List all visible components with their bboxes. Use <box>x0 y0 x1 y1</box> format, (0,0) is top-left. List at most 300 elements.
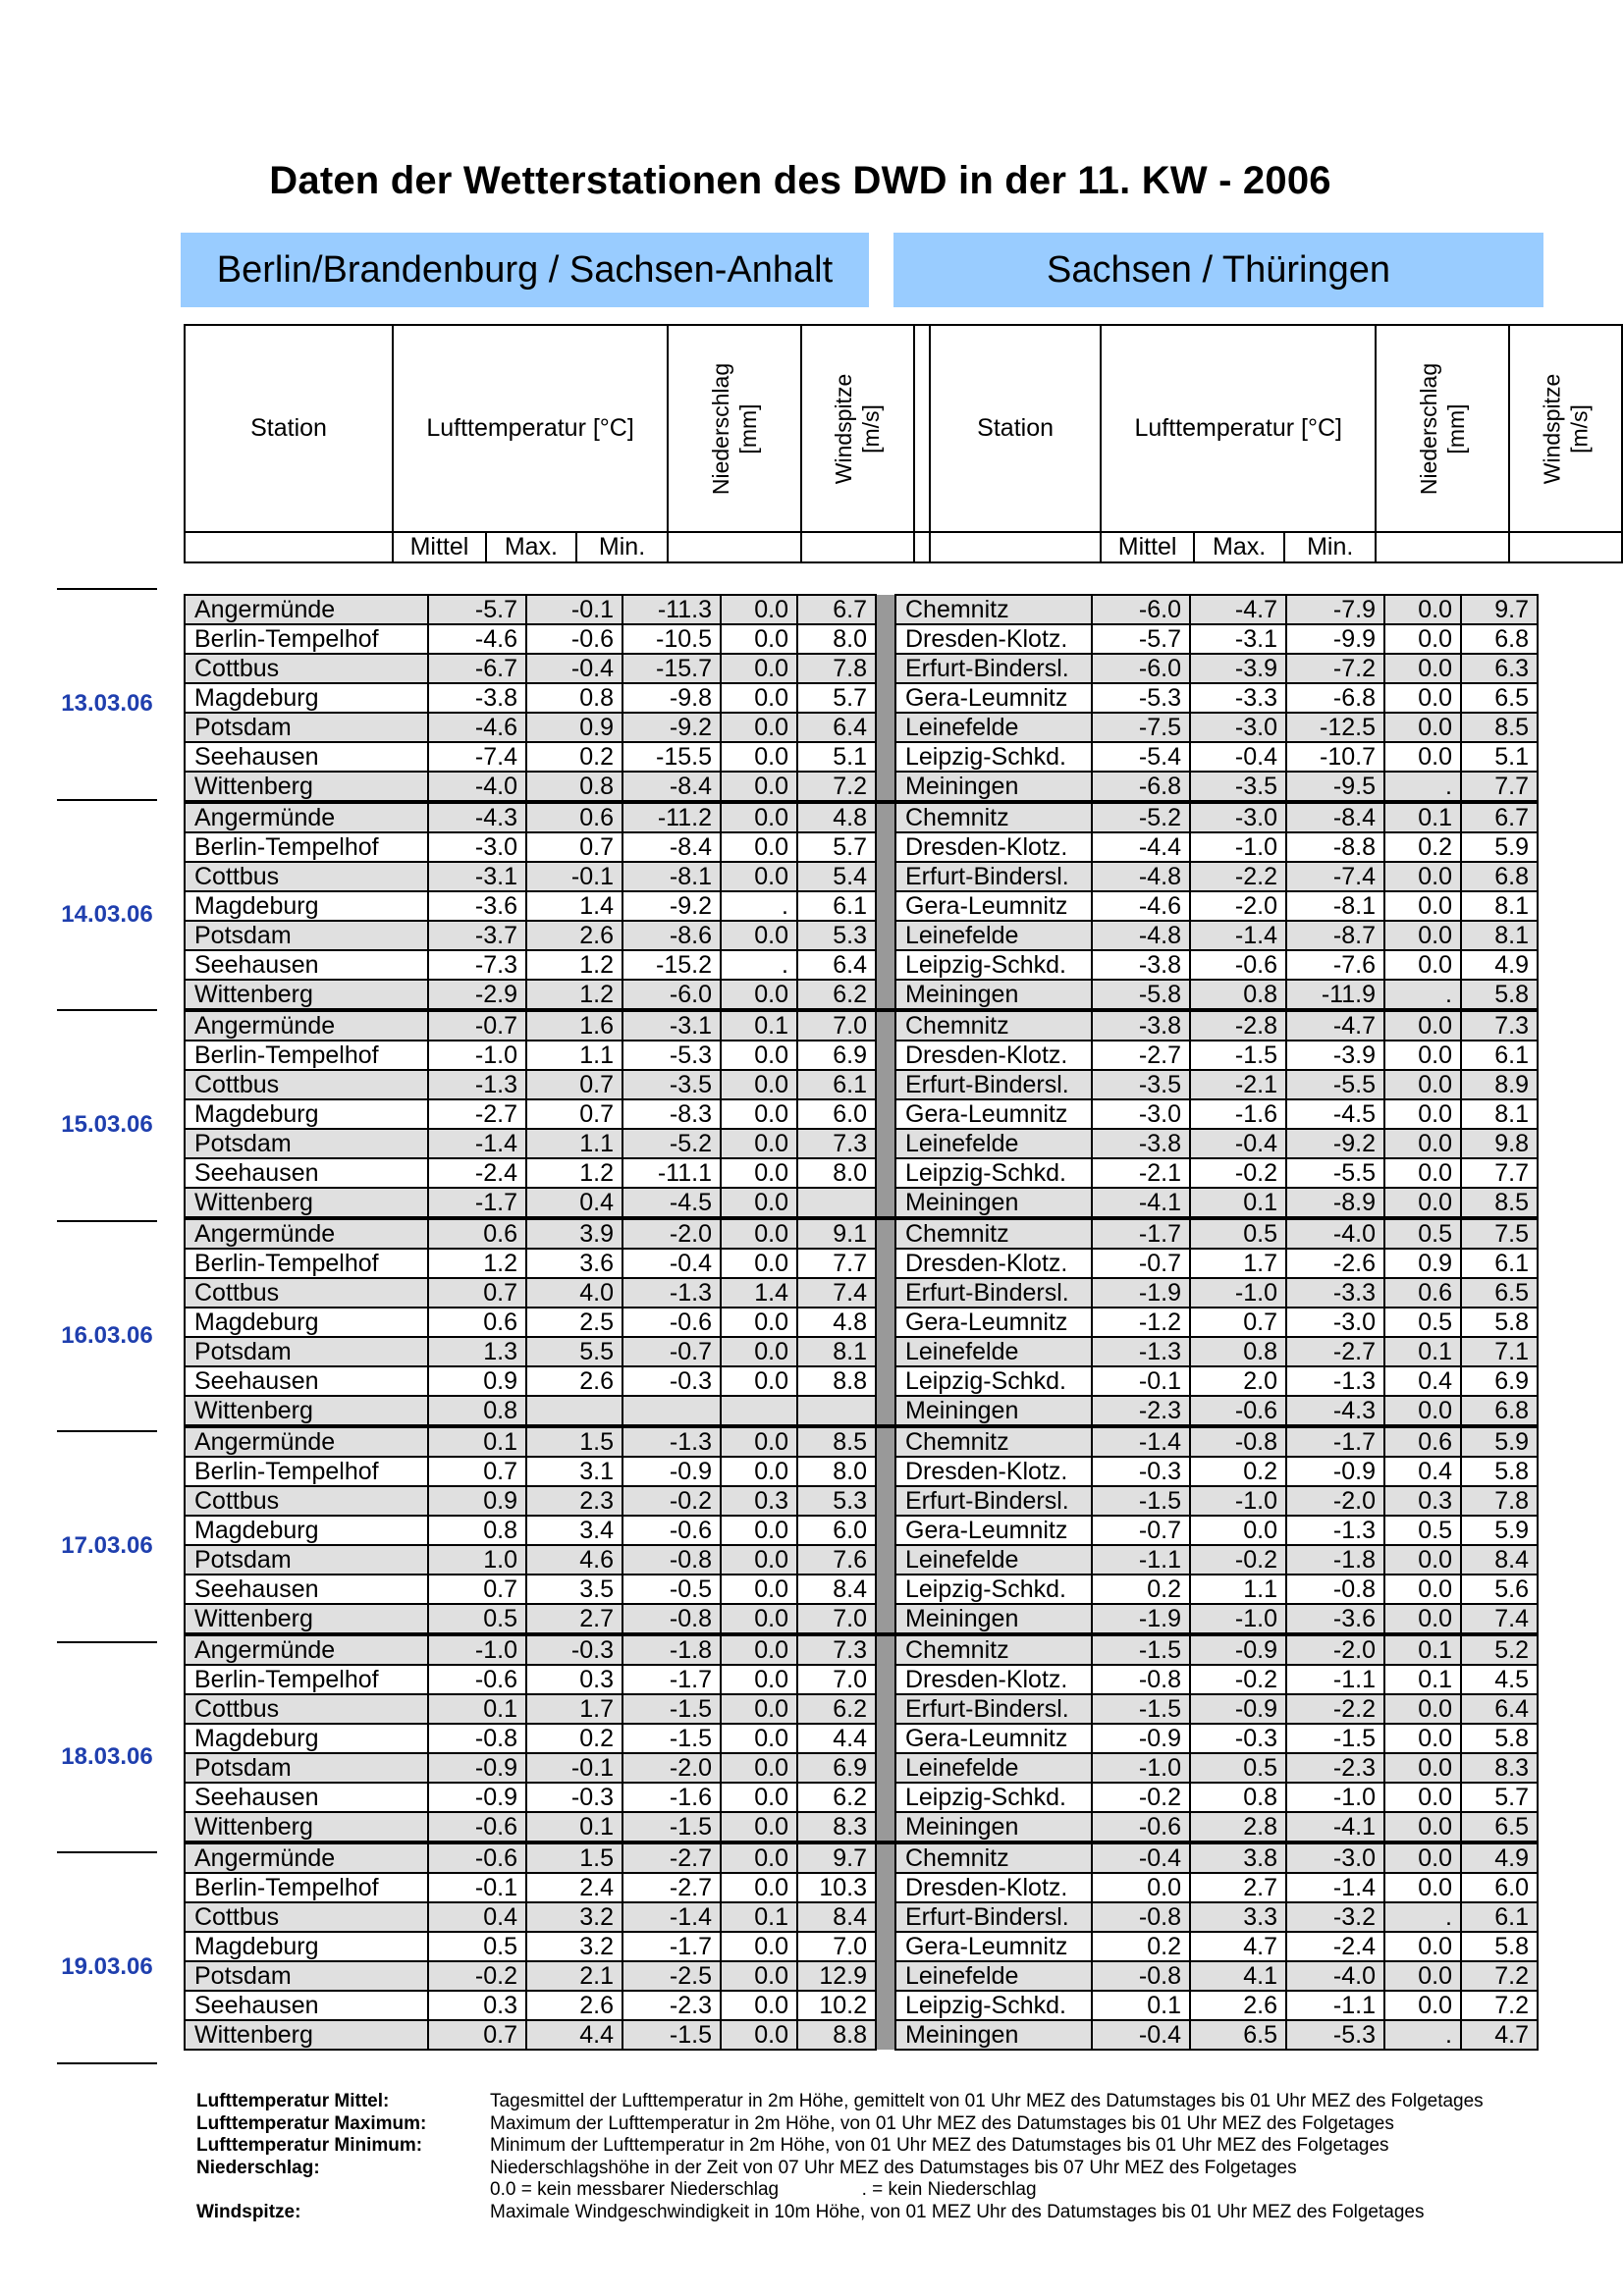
cell-mean-left: 0.7 <box>428 2020 526 2050</box>
column-separator <box>876 742 895 772</box>
cell-max-left: 1.1 <box>526 1041 622 1070</box>
cell-station-right: Erfurt-Bindersl. <box>895 1486 1092 1516</box>
cell-mean-left: -5.7 <box>428 595 526 624</box>
cell-precipitation-left: 0.0 <box>721 1188 797 1218</box>
cell-min-left: -8.4 <box>622 772 721 802</box>
cell-mean-right: -1.5 <box>1092 1694 1190 1724</box>
cell-precipitation-right: 0.1 <box>1384 1634 1461 1665</box>
table-row <box>185 1041 1538 1070</box>
cell-station-left: Cottbus <box>185 1278 428 1308</box>
table-row <box>185 1604 1538 1634</box>
cell-wind-right: 7.7 <box>1461 1158 1538 1188</box>
cell-wind-left: 8.1 <box>797 1337 876 1366</box>
cell-max-right: -1.5 <box>1190 1041 1286 1070</box>
cell-wind-right: 6.8 <box>1461 1396 1538 1426</box>
table-row <box>185 624 1538 654</box>
footnote-description: Niederschlagshöhe in der Zeit von 07 Uhr MEZ des Datumstages bis 07 Uhr MEZ des Folgetages <box>490 2157 1297 2178</box>
cell-min-left: -10.5 <box>622 624 721 654</box>
table-row <box>185 980 1538 1010</box>
cell-max-left: 1.5 <box>526 1426 622 1457</box>
cell-mean-right: 0.0 <box>1092 1873 1190 1902</box>
cell-wind-right: 5.9 <box>1461 1516 1538 1545</box>
cell-precipitation-right: 0.0 <box>1384 891 1461 921</box>
cell-station-left: Wittenberg <box>185 1812 428 1842</box>
date-separator <box>57 799 157 801</box>
cell-wind-right: 6.4 <box>1461 1694 1538 1724</box>
cell-min-left: -8.4 <box>622 832 721 862</box>
cell-mean-right: -3.8 <box>1092 1129 1190 1158</box>
cell-station-left: Angermünde <box>185 595 428 624</box>
cell-mean-left: -1.0 <box>428 1041 526 1070</box>
cell-max-right: -0.9 <box>1190 1694 1286 1724</box>
table-row <box>185 1070 1538 1099</box>
cell-mean-right: -0.8 <box>1092 1665 1190 1694</box>
cell-max-right: -1.4 <box>1190 921 1286 950</box>
table-row <box>185 1961 1538 1991</box>
temperature-header-right: Lufttemperatur [°C] <box>1101 325 1376 532</box>
cell-mean-right: -1.0 <box>1092 1753 1190 1783</box>
cell-mean-right: -5.7 <box>1092 624 1190 654</box>
cell-precipitation-right: 0.0 <box>1384 921 1461 950</box>
column-separator <box>876 1665 895 1694</box>
cell-precipitation-left: . <box>721 891 797 921</box>
column-separator <box>876 1278 895 1308</box>
cell-station-left: Wittenberg <box>185 772 428 802</box>
cell-precipitation-left: 0.0 <box>721 624 797 654</box>
cell-station-right: Meiningen <box>895 772 1092 802</box>
cell-station-left: Wittenberg <box>185 1604 428 1634</box>
column-separator <box>876 772 895 802</box>
cell-min-right: -2.0 <box>1286 1486 1384 1516</box>
table-row <box>185 1308 1538 1337</box>
cell-precipitation-left: 0.0 <box>721 2020 797 2050</box>
cell-precipitation-left: 0.0 <box>721 1634 797 1665</box>
cell-precipitation-left: 0.0 <box>721 1873 797 1902</box>
cell-mean-right: -2.3 <box>1092 1396 1190 1426</box>
cell-max-right: 0.7 <box>1190 1308 1286 1337</box>
cell-station-right: Chemnitz <box>895 1218 1092 1249</box>
cell-max-right: 2.6 <box>1190 1991 1286 2020</box>
cell-mean-right: -4.8 <box>1092 921 1190 950</box>
cell-station-left: Potsdam <box>185 713 428 742</box>
cell-min-right: -9.9 <box>1286 624 1384 654</box>
cell-max-right: 2.7 <box>1190 1873 1286 1902</box>
cell-wind-right: 9.8 <box>1461 1129 1538 1158</box>
cell-precipitation-right: 0.1 <box>1384 802 1461 832</box>
column-separator <box>876 802 895 832</box>
footnote-description: Tagesmittel der Lufttemperatur in 2m Höhe, gemittelt von 01 Uhr MEZ des Datumstages bis 01 Uhr MEZ des Folgetages <box>490 2091 1484 2111</box>
cell-mean-right: -3.8 <box>1092 950 1190 980</box>
column-separator <box>876 891 895 921</box>
cell-max-left: 1.1 <box>526 1129 622 1158</box>
cell-precipitation-right: 0.0 <box>1384 1575 1461 1604</box>
cell-precipitation-left: 0.0 <box>721 1070 797 1099</box>
cell-min-right: -8.8 <box>1286 832 1384 862</box>
cell-precipitation-right: . <box>1384 2020 1461 2050</box>
cell-mean-left: -3.8 <box>428 683 526 713</box>
cell-station-right: Chemnitz <box>895 1010 1092 1041</box>
cell-precipitation-left: 0.3 <box>721 1486 797 1516</box>
column-separator <box>876 980 895 1010</box>
date-separator <box>57 1641 157 1643</box>
cell-max-left: 5.5 <box>526 1337 622 1366</box>
table-row <box>185 1873 1538 1902</box>
cell-precipitation-left <box>721 1396 797 1426</box>
cell-min-left: -0.4 <box>622 1249 721 1278</box>
cell-max-left: 0.3 <box>526 1665 622 1694</box>
column-separator <box>876 1873 895 1902</box>
cell-wind-right: 6.5 <box>1461 1812 1538 1842</box>
cell-wind-left: 10.2 <box>797 1991 876 2020</box>
table-row <box>185 1129 1538 1158</box>
cell-station-right: Leipzig-Schkd. <box>895 1575 1092 1604</box>
cell-precipitation-right: 0.0 <box>1384 713 1461 742</box>
footnote-min <box>196 2135 1484 2158</box>
cell-wind-right: 6.8 <box>1461 624 1538 654</box>
cell-min-right: -1.3 <box>1286 1516 1384 1545</box>
table-row <box>185 921 1538 950</box>
cell-max-right: -1.0 <box>1190 1278 1286 1308</box>
cell-max-left: 1.2 <box>526 980 622 1010</box>
cell-wind-left: 7.3 <box>797 1634 876 1665</box>
cell-min-right: -3.9 <box>1286 1041 1384 1070</box>
cell-station-left: Magdeburg <box>185 1099 428 1129</box>
cell-wind-left: 8.4 <box>797 1575 876 1604</box>
column-header-table <box>184 324 1623 563</box>
subheader-blank <box>668 532 801 562</box>
table-row <box>185 1099 1538 1129</box>
page-title: Daten der Wetterstationen des DWD in der 11. KW - 2006 <box>269 159 1331 202</box>
cell-mean-left: -3.6 <box>428 891 526 921</box>
cell-max-right: -0.2 <box>1190 1665 1286 1694</box>
cell-max-right: 1.7 <box>1190 1249 1286 1278</box>
cell-min-right: -2.6 <box>1286 1249 1384 1278</box>
cell-wind-left: 6.9 <box>797 1041 876 1070</box>
cell-station-right: Gera-Leumnitz <box>895 1099 1092 1129</box>
column-separator <box>876 683 895 713</box>
cell-min-right: -3.3 <box>1286 1278 1384 1308</box>
cell-mean-left: -7.4 <box>428 742 526 772</box>
cell-max-left: -0.4 <box>526 654 622 683</box>
cell-wind-left: 4.8 <box>797 1308 876 1337</box>
cell-station-left: Angermünde <box>185 802 428 832</box>
cell-mean-left: -0.1 <box>428 1873 526 1902</box>
cell-wind-right: 5.2 <box>1461 1634 1538 1665</box>
region-label-left: Berlin/Brandenburg / Sachsen-Anhalt <box>216 248 834 291</box>
cell-wind-left: 9.1 <box>797 1218 876 1249</box>
cell-precipitation-right: 0.6 <box>1384 1426 1461 1457</box>
cell-min-left <box>622 1396 721 1426</box>
cell-precipitation-right: 0.0 <box>1384 1041 1461 1070</box>
subheader-max-right: Max. <box>1194 532 1284 562</box>
cell-wind-right: 7.2 <box>1461 1961 1538 1991</box>
cell-wind-right: 4.9 <box>1461 1842 1538 1873</box>
cell-mean-right: -6.0 <box>1092 654 1190 683</box>
column-separator <box>876 1396 895 1426</box>
cell-mean-left: -2.4 <box>428 1158 526 1188</box>
cell-station-right: Dresden-Klotz. <box>895 624 1092 654</box>
cell-max-right: -1.0 <box>1190 1486 1286 1516</box>
cell-mean-left: 0.7 <box>428 1457 526 1486</box>
cell-station-left: Berlin-Tempelhof <box>185 832 428 862</box>
cell-mean-left: -4.6 <box>428 624 526 654</box>
column-separator <box>876 1991 895 2020</box>
column-separator <box>876 1812 895 1842</box>
table-row <box>185 891 1538 921</box>
cell-station-right: Meiningen <box>895 1188 1092 1218</box>
cell-mean-right: -0.2 <box>1092 1783 1190 1812</box>
cell-station-left: Angermünde <box>185 1010 428 1041</box>
cell-max-right: 0.8 <box>1190 1783 1286 1812</box>
cell-precipitation-left: 0.1 <box>721 1902 797 1932</box>
subheader-blank <box>1509 532 1622 562</box>
cell-precipitation-right: 0.0 <box>1384 1545 1461 1575</box>
cell-wind-left: 5.7 <box>797 683 876 713</box>
cell-min-right: -2.0 <box>1286 1634 1384 1665</box>
cell-station-right: Gera-Leumnitz <box>895 891 1092 921</box>
cell-max-right: -0.4 <box>1190 1129 1286 1158</box>
cell-precipitation-left: 0.0 <box>721 1457 797 1486</box>
cell-wind-right: 8.3 <box>1461 1753 1538 1783</box>
cell-max-left: 1.2 <box>526 1158 622 1188</box>
table-row <box>185 713 1538 742</box>
date-separator <box>57 1430 157 1432</box>
column-separator <box>876 1366 895 1396</box>
cell-wind-right: 6.0 <box>1461 1873 1538 1902</box>
footnote-term: Niederschlag: <box>196 2157 320 2178</box>
cell-station-right: Meiningen <box>895 1604 1092 1634</box>
cell-station-right: Leipzig-Schkd. <box>895 742 1092 772</box>
cell-wind-left: 8.4 <box>797 1902 876 1932</box>
cell-min-left: -8.3 <box>622 1099 721 1129</box>
column-separator <box>876 1041 895 1070</box>
table-row <box>185 772 1538 802</box>
cell-station-right: Dresden-Klotz. <box>895 1249 1092 1278</box>
subheader-mean-right: Mittel <box>1101 532 1194 562</box>
cell-precipitation-left: 0.0 <box>721 921 797 950</box>
column-separator <box>876 1337 895 1366</box>
table-row <box>185 832 1538 862</box>
footnote-description: Maximale Windgeschwindigkeit in 10m Höhe, von 01 MEZ Uhr des Datumstages bis 01 Uhr MEZ des Folgetages <box>490 2201 1425 2222</box>
footnotes <box>196 2091 1484 2223</box>
cell-mean-right: 0.1 <box>1092 1991 1190 2020</box>
cell-station-right: Gera-Leumnitz <box>895 1308 1092 1337</box>
cell-max-left: 1.7 <box>526 1694 622 1724</box>
cell-station-right: Meiningen <box>895 2020 1092 2050</box>
cell-wind-left <box>797 1396 876 1426</box>
cell-wind-left: 6.1 <box>797 891 876 921</box>
cell-max-left: 3.2 <box>526 1902 622 1932</box>
cell-station-left: Magdeburg <box>185 1724 428 1753</box>
cell-station-left: Cottbus <box>185 862 428 891</box>
table-row <box>185 1188 1538 1218</box>
cell-precipitation-left: 0.0 <box>721 1129 797 1158</box>
cell-station-left: Angermünde <box>185 1842 428 1873</box>
cell-station-left: Cottbus <box>185 654 428 683</box>
cell-precipitation-right: 0.4 <box>1384 1366 1461 1396</box>
cell-mean-right: -0.1 <box>1092 1366 1190 1396</box>
cell-wind-right: 6.5 <box>1461 683 1538 713</box>
cell-mean-left: -1.0 <box>428 1634 526 1665</box>
cell-station-right: Leinefelde <box>895 1961 1092 1991</box>
table-row <box>185 1545 1538 1575</box>
cell-precipitation-right: 0.0 <box>1384 654 1461 683</box>
cell-min-left: -15.5 <box>622 742 721 772</box>
cell-precipitation-right: 0.0 <box>1384 1783 1461 1812</box>
cell-mean-left: 0.5 <box>428 1932 526 1961</box>
cell-precipitation-right: 0.0 <box>1384 1188 1461 1218</box>
cell-min-right: -4.5 <box>1286 1099 1384 1129</box>
column-separator <box>876 1010 895 1041</box>
cell-max-right: -3.5 <box>1190 772 1286 802</box>
region-header-berlin-brandenburg <box>181 233 869 307</box>
cell-precipitation-right: . <box>1384 1902 1461 1932</box>
column-separator <box>914 325 930 532</box>
cell-station-left: Magdeburg <box>185 1932 428 1961</box>
cell-precipitation-right: 0.0 <box>1384 1129 1461 1158</box>
cell-max-right: -2.0 <box>1190 891 1286 921</box>
cell-station-right: Meiningen <box>895 1396 1092 1426</box>
cell-max-left: 0.7 <box>526 832 622 862</box>
cell-max-right: 4.1 <box>1190 1961 1286 1991</box>
cell-station-left: Berlin-Tempelhof <box>185 1457 428 1486</box>
table-row <box>185 1010 1538 1041</box>
cell-mean-left: -3.1 <box>428 862 526 891</box>
cell-station-right: Gera-Leumnitz <box>895 683 1092 713</box>
cell-station-left: Seehausen <box>185 1783 428 1812</box>
cell-precipitation-left: 0.0 <box>721 1218 797 1249</box>
cell-wind-right: 5.8 <box>1461 1932 1538 1961</box>
cell-wind-right: 4.7 <box>1461 2020 1538 2050</box>
cell-min-right: -1.3 <box>1286 1366 1384 1396</box>
cell-station-right: Erfurt-Bindersl. <box>895 654 1092 683</box>
cell-min-left: -1.5 <box>622 2020 721 2050</box>
cell-precipitation-left: 0.0 <box>721 1099 797 1129</box>
cell-min-left: -0.9 <box>622 1457 721 1486</box>
cell-precipitation-right: 0.0 <box>1384 1753 1461 1783</box>
cell-max-left <box>526 1396 622 1426</box>
station-header-left: Station <box>185 325 393 532</box>
cell-precipitation-left: 0.0 <box>721 1366 797 1396</box>
cell-station-left: Berlin-Tempelhof <box>185 1249 428 1278</box>
subheader-max-left: Max. <box>486 532 576 562</box>
cell-min-right: -4.3 <box>1286 1396 1384 1426</box>
cell-mean-left: -1.4 <box>428 1129 526 1158</box>
cell-wind-right: 6.1 <box>1461 1041 1538 1070</box>
cell-mean-left: 0.6 <box>428 1218 526 1249</box>
cell-wind-left: 8.0 <box>797 1457 876 1486</box>
cell-min-left: -1.5 <box>622 1812 721 1842</box>
cell-station-left: Berlin-Tempelhof <box>185 1873 428 1902</box>
cell-station-right: Erfurt-Bindersl. <box>895 1070 1092 1099</box>
cell-min-right: -1.1 <box>1286 1665 1384 1694</box>
cell-min-right: -2.2 <box>1286 1694 1384 1724</box>
date-separator <box>57 588 157 590</box>
cell-max-right: -3.1 <box>1190 624 1286 654</box>
cell-station-right: Leinefelde <box>895 921 1092 950</box>
cell-station-left: Angermünde <box>185 1218 428 1249</box>
cell-wind-left: 4.8 <box>797 802 876 832</box>
cell-mean-right: -2.1 <box>1092 1158 1190 1188</box>
cell-min-left: -5.2 <box>622 1129 721 1158</box>
region-header-sachsen-thueringen <box>893 233 1543 307</box>
cell-max-left: 2.5 <box>526 1308 622 1337</box>
table-row <box>185 1575 1538 1604</box>
cell-min-right: -9.5 <box>1286 772 1384 802</box>
table-row <box>185 1426 1538 1457</box>
cell-min-right: -1.5 <box>1286 1724 1384 1753</box>
cell-precipitation-right: 0.0 <box>1384 1932 1461 1961</box>
table-row <box>185 1665 1538 1694</box>
cell-mean-right: -0.8 <box>1092 1961 1190 1991</box>
wind-header-left: Windspitze [m/s] <box>801 325 913 532</box>
cell-mean-left: 0.1 <box>428 1426 526 1457</box>
station-header-right: Station <box>930 325 1101 532</box>
date-label: 18.03.06 <box>61 1742 153 1770</box>
cell-mean-right: -0.9 <box>1092 1724 1190 1753</box>
cell-precipitation-left: 0.0 <box>721 1249 797 1278</box>
cell-mean-right: -0.4 <box>1092 2020 1190 2050</box>
cell-station-left: Cottbus <box>185 1070 428 1099</box>
cell-station-right: Erfurt-Bindersl. <box>895 1278 1092 1308</box>
cell-station-right: Chemnitz <box>895 1634 1092 1665</box>
cell-station-left: Berlin-Tempelhof <box>185 1665 428 1694</box>
cell-wind-right: 8.9 <box>1461 1070 1538 1099</box>
cell-precipitation-left: 0.0 <box>721 1783 797 1812</box>
cell-precipitation-left: 0.1 <box>721 1010 797 1041</box>
cell-wind-left: 9.7 <box>797 1842 876 1873</box>
cell-mean-left: -0.6 <box>428 1842 526 1873</box>
cell-station-right: Leinefelde <box>895 713 1092 742</box>
cell-max-right: -1.0 <box>1190 1604 1286 1634</box>
cell-wind-right: 5.6 <box>1461 1575 1538 1604</box>
column-separator <box>876 1188 895 1218</box>
cell-station-right: Meiningen <box>895 1812 1092 1842</box>
cell-min-left: -0.6 <box>622 1516 721 1545</box>
cell-station-right: Erfurt-Bindersl. <box>895 862 1092 891</box>
cell-station-left: Potsdam <box>185 1961 428 1991</box>
cell-wind-left: 7.4 <box>797 1278 876 1308</box>
cell-mean-left: -4.0 <box>428 772 526 802</box>
cell-wind-right: 7.5 <box>1461 1218 1538 1249</box>
cell-precipitation-left: 0.0 <box>721 1545 797 1575</box>
cell-min-right: -10.7 <box>1286 742 1384 772</box>
cell-min-right: -7.4 <box>1286 862 1384 891</box>
cell-mean-left: -1.7 <box>428 1188 526 1218</box>
cell-min-left: -15.7 <box>622 654 721 683</box>
cell-min-left: -1.3 <box>622 1426 721 1457</box>
cell-max-left: 0.9 <box>526 713 622 742</box>
cell-wind-right: 8.1 <box>1461 921 1538 950</box>
cell-wind-left: 6.9 <box>797 1753 876 1783</box>
cell-station-right: Chemnitz <box>895 1426 1092 1457</box>
cell-min-right: -2.7 <box>1286 1337 1384 1366</box>
cell-max-left: 2.1 <box>526 1961 622 1991</box>
cell-max-right: -2.8 <box>1190 1010 1286 1041</box>
subheader-blank <box>1376 532 1509 562</box>
cell-station-left: Potsdam <box>185 1129 428 1158</box>
cell-mean-right: -5.8 <box>1092 980 1190 1010</box>
cell-precipitation-left: 0.0 <box>721 683 797 713</box>
cell-min-right: -1.8 <box>1286 1545 1384 1575</box>
cell-mean-right: -5.4 <box>1092 742 1190 772</box>
cell-max-right: -0.4 <box>1190 742 1286 772</box>
cell-wind-left: 6.1 <box>797 1070 876 1099</box>
cell-wind-right: 7.7 <box>1461 772 1538 802</box>
table-row <box>185 802 1538 832</box>
cell-max-right: 0.1 <box>1190 1188 1286 1218</box>
cell-wind-left: 6.7 <box>797 595 876 624</box>
